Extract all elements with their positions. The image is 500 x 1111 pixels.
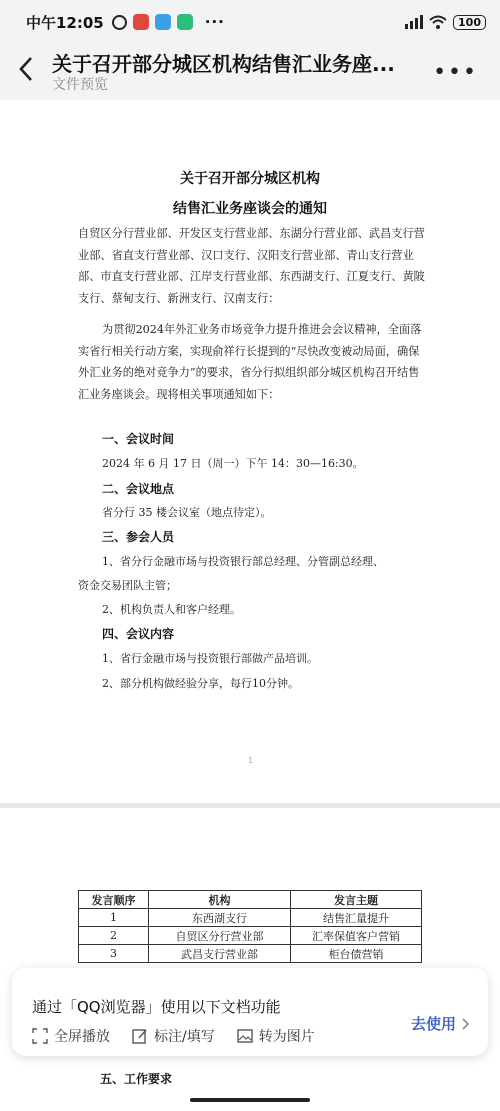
feature-annotate[interactable] [132,1026,215,1046]
feature-label: 全屏播放 [54,1029,110,1045]
document-page-2[interactable] [0,808,500,1111]
wifi-icon [429,15,447,29]
prompt-title: 通过「QQ浏览器」使用以下文档功能 [32,998,281,1016]
use-button[interactable] [411,1013,470,1034]
fullscreen-icon [32,1028,48,1044]
table-row [79,945,422,963]
table-cell: 2 [79,927,149,945]
section-line: 资金交易团队主管； [78,579,177,592]
table-cell: 东西湖支行 [149,909,291,927]
feature-label: 转为图片 [258,1029,315,1045]
section-line: 2、部分机构做经验分享，每行10分钟。 [102,677,299,690]
section-heading: 五、工作要求 [100,1072,173,1086]
chevron-right-icon [462,1018,470,1030]
doc-intro: 为贯彻2024年外汇业务市场竞争力提升推进会会议精神，全面落实省行相关行动方案，实现俞祥行长提到的“尽快改变被动局面，确保外汇业务的绝对竞争力”的要求，省分行拟组织部分城区机构召开结售汇业务座谈会。现将相关事项通知如下： [78,323,422,401]
section-heading: 二、会议地点 [102,482,175,496]
doc-recipients: 自贸区分行营业部、开发区支行营业部、东湖分行营业部、武昌支行营业部、省直支行营业部、汉口支行、汉阳支行营业部、青山支行营业部、市直支行营业部、江岸支行营业部、东西湖支行、江夏支行、黄陂支行、蔡甸支行、新洲支行、汉南支行： [78,227,425,305]
title-bar [0,44,500,100]
home-indicator[interactable] [190,1098,310,1102]
feature-label: 标注/填写 [154,1029,215,1045]
section-line: 2、机构负责人和客户经理。 [102,603,241,616]
table-cell: 汇率保值客户营销 [291,927,422,945]
table-row [79,927,422,945]
signal-icon [405,15,423,29]
table-cell: 结售汇量提升 [291,909,422,927]
status-time: 中午12:05 [26,13,104,32]
section-line: 1、省行金融市场与投资银行部做产品培训。 [102,652,318,665]
section-heading: 四、会议内容 [102,627,175,641]
section-line: 1、省分行金融市场与投资银行部总经理、分管副总经理、 [102,555,384,568]
edit-icon [132,1028,148,1044]
feature-fullscreen[interactable] [32,1026,110,1046]
table-header: 发言主题 [291,891,422,909]
image-icon [237,1028,253,1044]
feature-list [32,1026,315,1046]
speaker-table [78,890,422,963]
use-button-label: 去使用 [410,1015,456,1033]
status-bar [0,0,500,44]
section-line: 省分行 35 楼会议室（地点待定）。 [102,506,272,519]
page-number: 1 [248,756,254,765]
page-subtitle: 文件预览 [52,77,108,93]
table-cell: 武昌支行营业部 [149,945,291,963]
clock-icon [112,15,127,30]
table-cell: 3 [79,945,149,963]
table-header: 发言顺序 [79,891,149,909]
table-cell: 柜台债营销 [291,945,422,963]
app-send-icon [155,14,171,30]
notification-icons [112,13,225,31]
battery-icon: 100 [453,15,486,30]
doc-title-line-2: 结售汇业务座谈会的通知 [173,201,327,217]
document-page-1[interactable] [0,100,500,803]
table-row [79,909,422,927]
doc-title-line-1: 关于召开部分城区机构 [180,171,320,187]
section-line: 2024 年 6 月 17 日（周一）下午 14：30—16:30。 [102,457,364,470]
table-header: 机构 [149,891,291,909]
section-heading: 一、会议时间 [102,432,175,446]
feature-to-image[interactable] [237,1026,315,1046]
browser-prompt-card[interactable] [12,968,488,1056]
table-header-row [79,891,422,909]
app-red-icon [133,14,149,30]
back-arrow-icon[interactable] [14,54,38,84]
more-notifications-icon: ··· [204,13,225,31]
section-heading: 三、参会人员 [102,530,175,544]
app-green-icon [177,14,193,30]
more-options-icon[interactable]: ••• [433,60,478,85]
table-cell: 1 [79,909,149,927]
page-title: 关于召开部分城区机构结售汇业务座... [52,52,395,76]
table-cell: 自贸区分行营业部 [149,927,291,945]
